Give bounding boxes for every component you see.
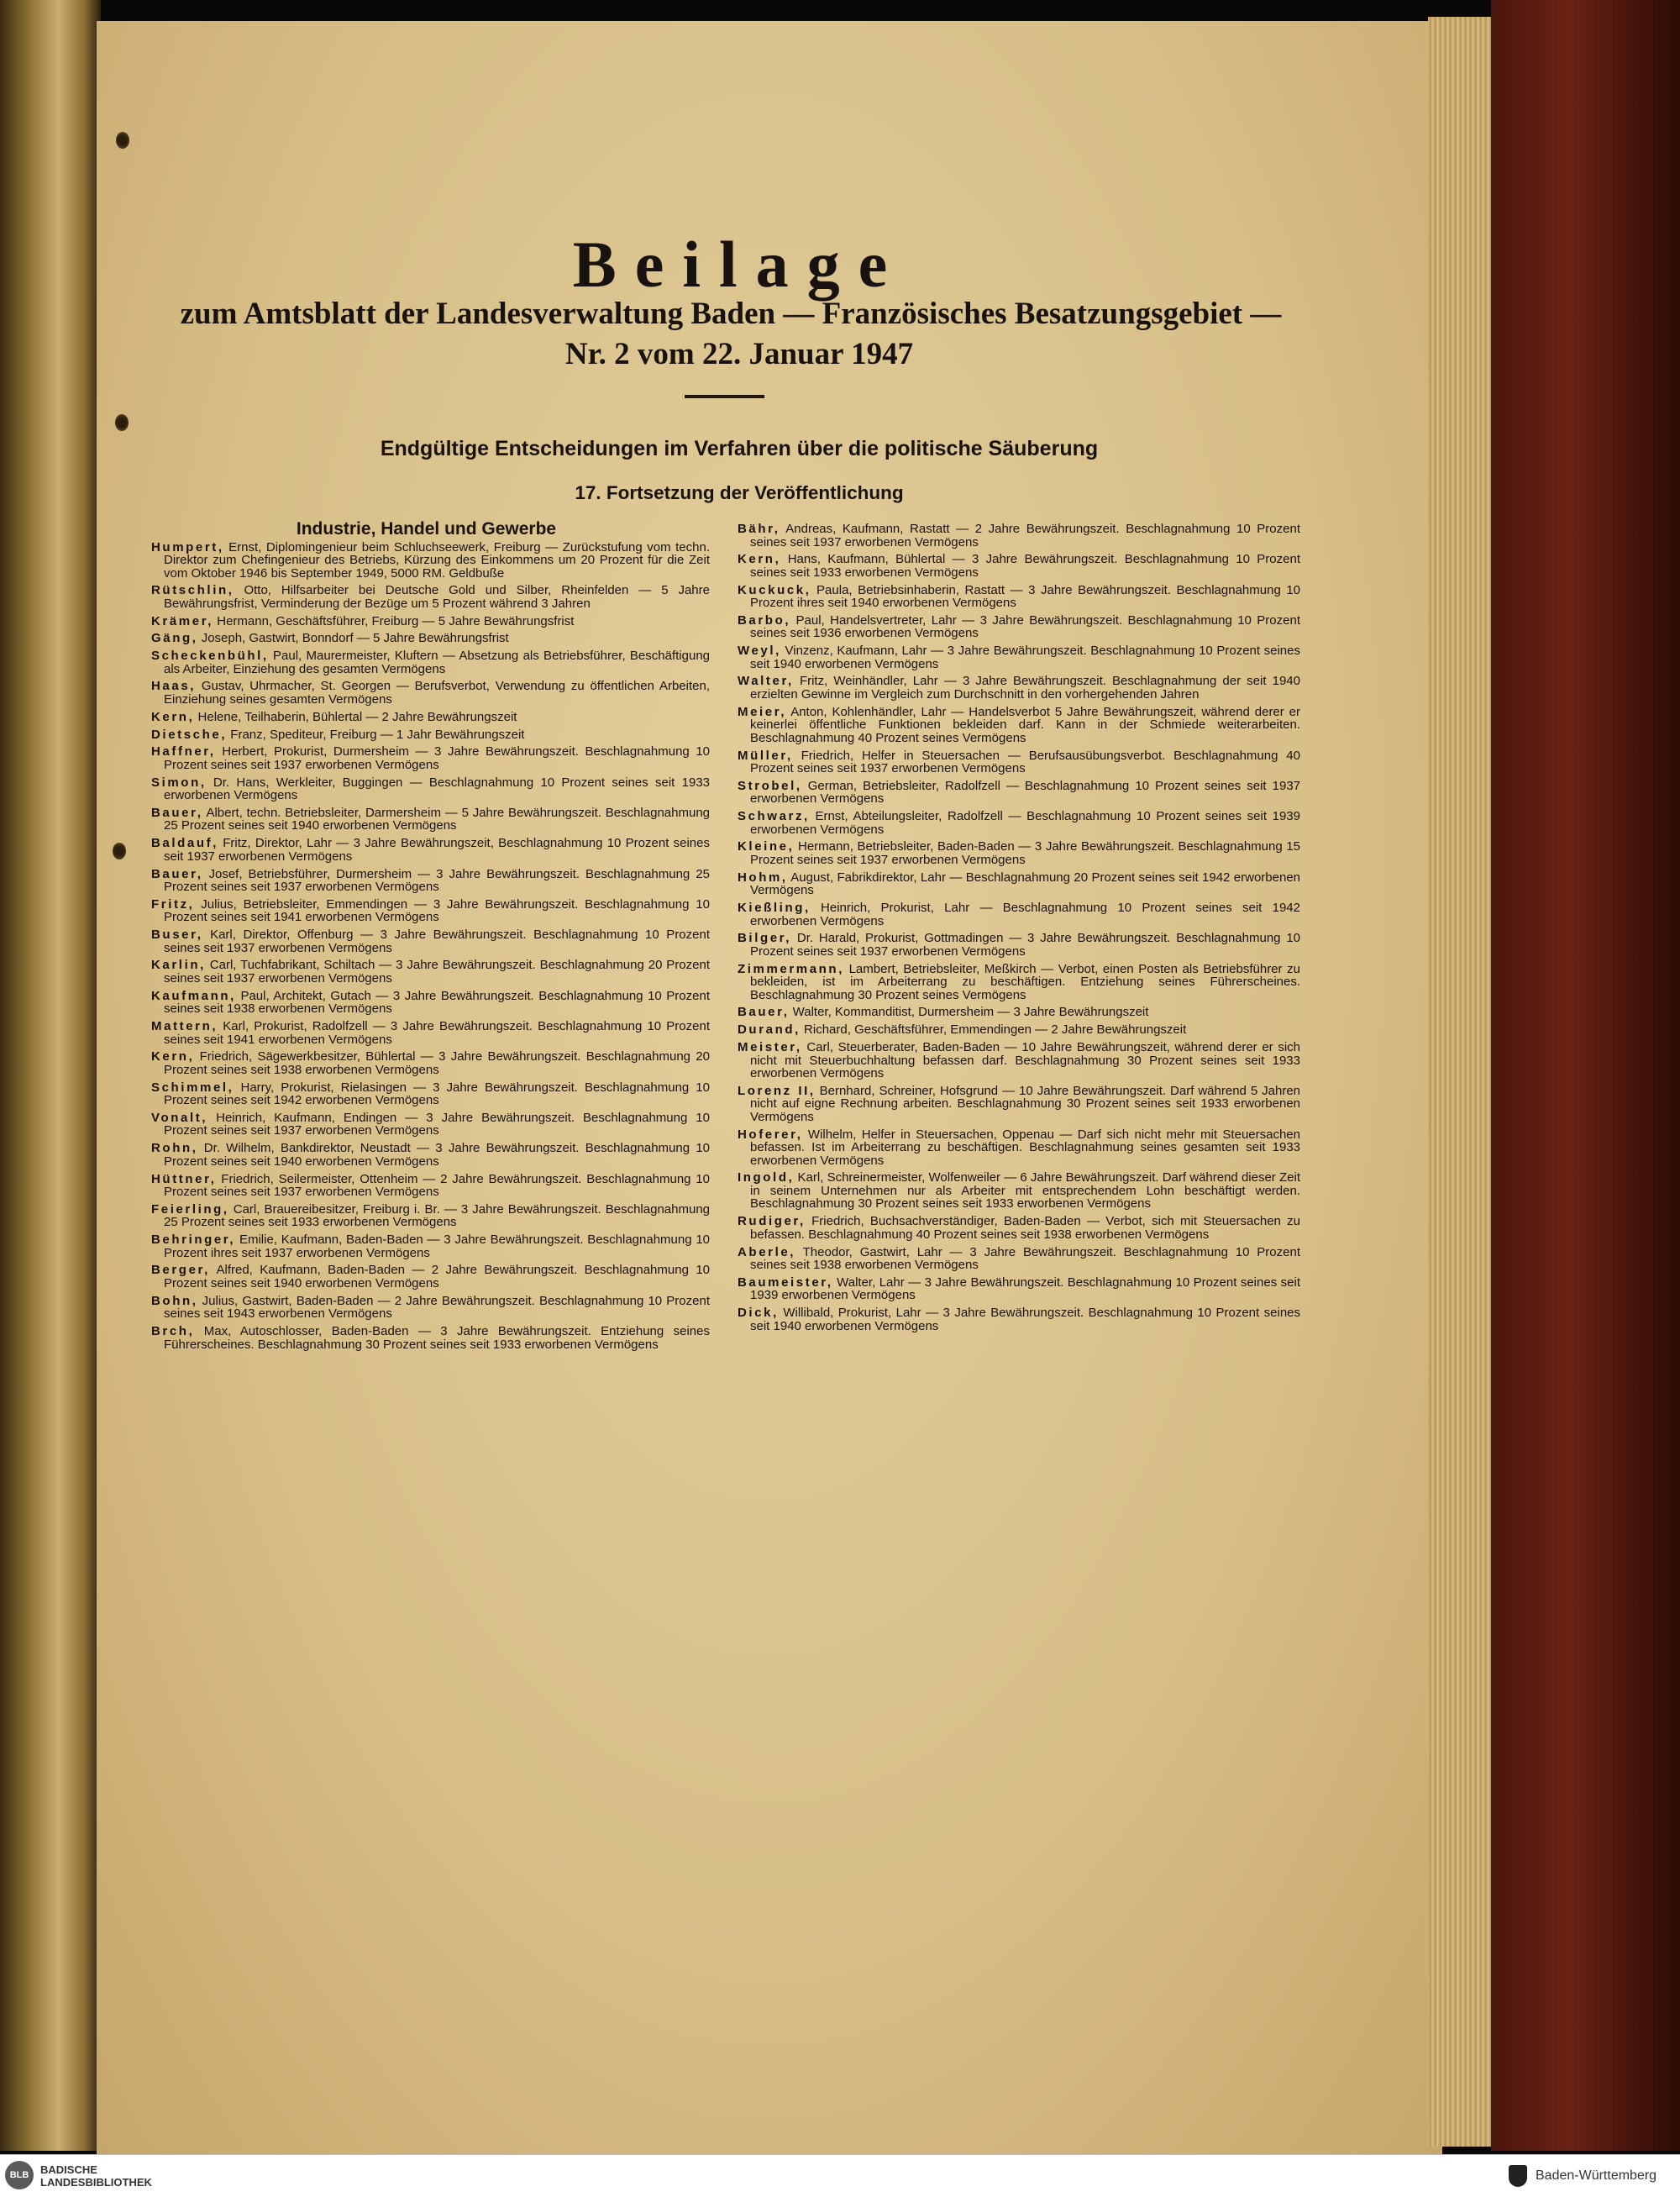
entry-text: Walter, Lahr — 3 Jahre Bewährungszeit. Beschlagnahmung 10 Prozent seines seit 1939 erworbenen Vermögens bbox=[750, 1275, 1300, 1303]
library-name-line: LANDESBIBLIOTHEK bbox=[40, 2176, 152, 2189]
register-entry bbox=[151, 837, 710, 863]
entry-text: Bernhard, Schreiner, Hofsgrund — 10 Jahre Bewährungszeit. Darf während 5 Jahren nicht auf eigne Rechnung arbeiten. Beschlagnahmung 30 Prozent seines seit 1933 erworbenen Vermögens bbox=[750, 1083, 1301, 1124]
entry-text: Carl, Steuerberater, Baden-Baden — 10 Jahre Bewährungszeit, während derer er sich nicht mit Steuerbuchhaltung befassen darf. Beschlagnahmung 30 Prozent seines seit 1933 erworbenen Vermögens bbox=[750, 1040, 1300, 1081]
entry-text: Lambert, Betriebsleiter, Meßkirch — Verbot, einen Posten als Betriebsführer zu bekleiden, ist im Arbeiterrang zu beschäftigen. Entziehung seines Führerscheines. Beschlagnahmung 30 Prozent seines Vermögens bbox=[750, 961, 1301, 1002]
register-entry bbox=[151, 898, 710, 924]
entry-text: Walter, Kommanditist, Durmersheim — 3 Jahre Bewährungszeit bbox=[792, 1005, 1149, 1020]
register-entry bbox=[738, 1041, 1300, 1080]
section-heading: Endgültige Entscheidungen im Verfahren über die politische Säuberung bbox=[380, 437, 1099, 460]
entry-name: Baumeister, bbox=[738, 1275, 833, 1290]
entry-text: Joseph, Gastwirt, Bonndorf — 5 Jahre Bewährungsfrist bbox=[201, 631, 509, 646]
page-fore-edge bbox=[1428, 17, 1491, 2147]
masthead-issue: Nr. 2 vom 22. Januar 1947 bbox=[564, 337, 914, 371]
library-name-line: BADISCHE bbox=[40, 2163, 97, 2176]
masthead-title: Beilage bbox=[572, 228, 906, 301]
book-binding bbox=[0, 0, 101, 2151]
entry-text: Otto, Hilfsarbeiter bei Deutsche Gold und Silber, Rheinfelden — 5 Jahre Bewährungsfrist, Verminderung der Bezüge um 5 Prozent während 3 Jahren bbox=[164, 583, 710, 611]
entry-text: Hans, Kaufmann, Bühlertal — 3 Jahre Bewährungszeit. Beschlagnahmung 10 Prozent seines seit 1933 erworbenen Vermögens bbox=[750, 552, 1300, 580]
entry-name: Hohm, bbox=[738, 870, 788, 885]
entry-name: Lorenz II, bbox=[738, 1083, 816, 1098]
right-column bbox=[738, 523, 1300, 1337]
entry-text: Friedrich, Helfer in Steuersachen — Berufsausübungsverbot. Beschlagnahmung 40 Prozent seines seit 1937 erworbenen Vermögens bbox=[750, 748, 1300, 776]
entry-name: Zimmermann, bbox=[738, 961, 844, 976]
register-entry bbox=[151, 632, 710, 645]
punch-hole bbox=[113, 843, 126, 859]
register-entry bbox=[738, 932, 1300, 958]
entry-name: Meister, bbox=[738, 1040, 802, 1055]
entry-name: Müller, bbox=[738, 748, 793, 763]
entry-text: Harry, Prokurist, Rielasingen — 3 Jahre Bewährungszeit. Beschlagnahmung 10 Prozent seines seit 1942 erworbenen Vermögens bbox=[164, 1080, 710, 1108]
entry-name: Humpert, bbox=[151, 539, 224, 555]
register-entry bbox=[151, 1295, 710, 1321]
register-entry bbox=[151, 584, 710, 610]
entry-name: Strobel, bbox=[738, 778, 802, 793]
entry-name: Kuckuck, bbox=[738, 582, 811, 597]
entry-name: Haffner, bbox=[151, 744, 216, 759]
register-entry bbox=[151, 1203, 710, 1229]
entry-name: Karlin, bbox=[151, 958, 206, 973]
entry-text: Karl, Prokurist, Radolfzell — 3 Jahre Bewährungszeit. Beschlagnahmung 10 Prozent seines seit 1941 erworbenen Vermögens bbox=[164, 1019, 710, 1047]
state-crest-icon bbox=[1509, 2165, 1527, 2187]
entry-name: Barbo, bbox=[738, 612, 791, 628]
register-entry bbox=[151, 1233, 710, 1259]
entry-text: Dr. Harald, Prokurist, Gottmadingen — 3 Jahre Bewährungszeit. Beschlagnahmung 10 Prozent seines seit 1937 erworbenen Vermögens bbox=[750, 931, 1301, 959]
register-entry bbox=[738, 1085, 1300, 1124]
register-entry bbox=[738, 553, 1300, 579]
entry-text: Friedrich, Seilermeister, Ottenheim — 2 Jahre Bewährungszeit. Beschlagnahmung 10 Prozent seines seit 1937 erworbenen Vermögens bbox=[164, 1171, 710, 1200]
title-rule bbox=[685, 395, 764, 398]
entry-text: Paula, Betriebsinhaberin, Rastatt — 3 Jahre Bewährungszeit. Beschlagnahmung 10 Prozent ihres seit 1940 erworbenen Vermögens bbox=[750, 582, 1301, 611]
entry-name: Hüttner, bbox=[151, 1171, 217, 1186]
register-entry bbox=[151, 745, 710, 771]
entry-name: Rohn, bbox=[151, 1141, 198, 1156]
entry-text: Max, Autoschlosser, Baden-Baden — 3 Jahre Bewährungszeit. Entziehung seines Führerscheines. Beschlagnahmung 30 Prozent seines seit 1933 erworbenen Vermögens bbox=[164, 1324, 710, 1352]
punch-hole bbox=[115, 414, 129, 431]
entry-name: Kaufmann, bbox=[151, 988, 236, 1003]
register-entry bbox=[738, 675, 1300, 701]
entry-name: Dick, bbox=[738, 1306, 779, 1321]
entry-name: Aberle, bbox=[738, 1244, 796, 1259]
entry-name: Ingold, bbox=[738, 1170, 795, 1185]
entry-name: Dietsche, bbox=[151, 727, 228, 742]
register-entry bbox=[151, 807, 710, 833]
entry-name: Berger, bbox=[151, 1263, 210, 1278]
entry-name: Kern, bbox=[151, 1049, 195, 1064]
entry-text: Heinrich, Kaufmann, Endingen — 3 Jahre Bewährungszeit. Beschlagnahmung 10 Prozent seines seit 1937 erworbenen Vermögens bbox=[164, 1110, 710, 1138]
register-entry bbox=[151, 649, 710, 675]
register-entry bbox=[738, 1023, 1300, 1037]
entry-text: Dr. Wilhelm, Bankdirektor, Neustadt — 3 Jahre Bewährungszeit. Beschlagnahmung 10 Prozent seines seit 1940 erworbenen Vermögens bbox=[164, 1141, 710, 1169]
entry-text: German, Betriebsleiter, Radolfzell — Beschlagnahmung 10 Prozent seines seit 1937 erworbenen Vermögens bbox=[750, 778, 1301, 807]
viewer-footer bbox=[0, 2154, 1680, 2197]
punch-hole bbox=[116, 132, 129, 149]
entry-name: Krämer, bbox=[151, 613, 214, 628]
register-entry bbox=[738, 1215, 1300, 1241]
entry-text: Carl, Tuchfabrikant, Schiltach — 3 Jahre Bewährungszeit. Beschlagnahmung 20 Prozent seines seit 1937 erworbenen Vermögens bbox=[164, 958, 711, 985]
register-entry bbox=[738, 1128, 1300, 1168]
register-entry bbox=[738, 871, 1300, 897]
blb-logo-icon[interactable]: BLB bbox=[5, 2161, 34, 2189]
register-entry bbox=[151, 711, 710, 724]
entry-text: Friedrich, Sägewerkbesitzer, Bühlertal — 3 Jahre Bewährungszeit. Beschlagnahmung 20 Prozent seines seit 1938 erworbenen Vermögens bbox=[164, 1049, 710, 1077]
continuation-note: 17. Fortsetzung der Veröffentlichung bbox=[575, 482, 904, 503]
register-entry bbox=[738, 1306, 1300, 1332]
register-entry bbox=[151, 959, 710, 985]
state-label[interactable]: Baden-Württemberg bbox=[1536, 2168, 1657, 2183]
entry-name: Scheckenbühl, bbox=[151, 649, 269, 664]
entry-text: Franz, Spediteur, Freiburg — 1 Jahr Bewährungszeit bbox=[230, 727, 525, 742]
entry-name: Schwarz, bbox=[738, 809, 810, 824]
entry-name: Baldauf, bbox=[151, 836, 218, 851]
register-entry bbox=[151, 1112, 710, 1138]
register-entry bbox=[738, 644, 1300, 670]
entry-name: Durand, bbox=[738, 1022, 801, 1038]
entry-text: Carl, Brauereibesitzer, Freiburg i. Br. — 3 Jahre Bewährungszeit. Beschlagnahmung 25 Prozent seines seit 1933 erworbenen Vermögens bbox=[164, 1201, 710, 1230]
entry-name: Bähr, bbox=[738, 522, 780, 536]
entry-text: Herbert, Prokurist, Durmersheim — 3 Jahre Bewährungszeit. Beschlagnahmung 10 Prozent seines seit 1937 erworbenen Vermögens bbox=[164, 744, 711, 772]
entry-name: Fritz, bbox=[151, 896, 195, 912]
entry-text: Josef, Betriebsführer, Durmersheim — 3 Jahre Bewährungszeit. Beschlagnahmung 25 Prozent seines seit 1937 erworbenen Vermögens bbox=[164, 866, 710, 895]
entry-text: Theodor, Gastwirt, Lahr — 3 Jahre Bewährungszeit. Beschlagnahmung 10 Prozent seines seit 1938 erworbenen Vermögens bbox=[750, 1244, 1300, 1273]
entry-text: Ernst, Diplomingenieur beim Schluchseewerk, Freiburg — Zurückstufung vom techn. Direktor zum Chefingenieur des Betriebs, Kürzung des Einkommens um 20 Prozent für die Zeit vom Oktober 1946 bis September 1949, 5000 RM. Geldbuße bbox=[164, 539, 710, 581]
entry-name: Feierling, bbox=[151, 1201, 229, 1217]
entry-text: Hermann, Geschäftsführer, Freiburg — 5 Jahre Bewährungsfrist bbox=[217, 613, 575, 628]
entry-text: Willibald, Prokurist, Lahr — 3 Jahre Bewährungszeit. Beschlagnahmung 10 Prozent seines seit 1940 erworbenen Vermögens bbox=[750, 1306, 1301, 1333]
register-entry bbox=[738, 840, 1300, 866]
entry-name: Bauer, bbox=[738, 1005, 790, 1020]
entry-text: August, Fabrikdirektor, Lahr — Beschlagnahmung 20 Prozent seines seit 1942 erworbenen Vermögens bbox=[750, 870, 1300, 898]
entry-text: Hermann, Betriebsleiter, Baden-Baden — 3 Jahre Bewährungszeit. Beschlagnahmung 15 Prozent seines seit 1937 erworbenen Vermögens bbox=[750, 839, 1300, 867]
register-entry bbox=[151, 1142, 710, 1168]
entry-text: Karl, Direktor, Offenburg — 3 Jahre Bewährungszeit. Beschlagnahmung 10 Prozent seines seit 1937 erworbenen Vermögens bbox=[164, 928, 711, 955]
entry-name: Bauer, bbox=[151, 805, 203, 820]
entry-text: Wilhelm, Helfer in Steuersachen, Oppenau — Darf sich nicht mehr mit Steuersachen befassen. Ist im Arbeiterrang zu beschäftigen. Beschlagnahmung seines gesamten seit 1933 erworbenen Vermögens bbox=[750, 1127, 1300, 1168]
entry-text: Albert, techn. Betriebsleiter, Darmersheim — 5 Jahre Bewährungszeit. Beschlagnahmung 25 Prozent seines seit 1940 erworbenen Vermögens bbox=[164, 805, 710, 833]
entry-text: Julius, Betriebsleiter, Emmendingen — 3 Jahre Bewährungszeit. Beschlagnahmung 10 Prozent seines seit 1941 erworbenen Vermögens bbox=[164, 896, 710, 925]
register-entry bbox=[738, 1276, 1300, 1302]
entry-name: Brch, bbox=[151, 1324, 195, 1339]
entry-text: Heinrich, Prokurist, Lahr — Beschlagnahmung 10 Prozent seines seit 1942 erworbenen Vermögens bbox=[750, 901, 1300, 928]
entry-text: Fritz, Direktor, Lahr — 3 Jahre Bewährungszeit, Beschlagnahmung 10 Prozent seines seit 1937 erworbenen Vermögens bbox=[164, 836, 710, 864]
register-entry bbox=[738, 706, 1300, 745]
entry-name: Bauer, bbox=[151, 866, 203, 881]
library-name[interactable] bbox=[40, 2163, 152, 2189]
entry-text: Helene, Teilhaberin, Bühlertal — 2 Jahre Bewährungszeit bbox=[197, 709, 517, 724]
entry-text: Paul, Handelsvertreter, Lahr — 3 Jahre Bewährungszeit. Beschlagnahmung 10 Prozent seines seit 1936 erworbenen Vermögens bbox=[750, 612, 1300, 641]
entry-name: Kern, bbox=[738, 552, 781, 567]
entry-name: Simon, bbox=[151, 775, 207, 790]
register-entry bbox=[738, 614, 1300, 640]
entry-text: Julius, Gastwirt, Baden-Baden — 2 Jahre Bewährungszeit. Beschlagnahmung 10 Prozent seines seit 1943 erworbenen Vermögens bbox=[164, 1293, 710, 1322]
entry-text: Andreas, Kaufmann, Rastatt — 2 Jahre Bewährungszeit. Beschlagnahmung 10 Prozent seines seit 1937 erworbenen Vermögens bbox=[750, 522, 1300, 549]
entry-text: Karl, Schreinermeister, Wolfenweiler — 6 Jahre Bewährungszeit. Darf während dieser Zeit in seinem Unternehmen nur als Arbeiter mit entsprechendem Lohn beschäftigt werden. Beschlagnahmung 30 Prozent seines seit 1933 erworbenen Vermögens bbox=[750, 1170, 1300, 1212]
register-entry bbox=[738, 1006, 1300, 1019]
entry-name: Buser, bbox=[151, 928, 203, 943]
register-entry bbox=[738, 749, 1300, 775]
entry-text: Friedrich, Buchsachverständiger, Baden-Baden — Verbot, sich mit Steuersachen zu befassen. Beschlagnahmung 40 Prozent seines seit 1938 erworbenen Vermögens bbox=[750, 1214, 1301, 1242]
register-entry bbox=[151, 728, 710, 742]
register-entry bbox=[738, 523, 1300, 549]
entry-text: Dr. Hans, Werkleiter, Buggingen — Beschlagnahmung 10 Prozent seines seit 1933 erworbenen Vermögens bbox=[164, 775, 710, 803]
register-entry bbox=[151, 776, 710, 802]
entry-name: Hoferer, bbox=[738, 1127, 803, 1142]
register-entry bbox=[151, 1264, 710, 1290]
register-entry bbox=[738, 1246, 1300, 1272]
register-entry bbox=[151, 1325, 710, 1351]
register-entry bbox=[151, 990, 710, 1016]
entry-text: Anton, Kohlenhändler, Lahr — Handelsverbot 5 Jahre Bewährungszeit, während derer er keinerlei öffentliche Funktionen bekleiden darf. Kann in der Schmiede weiterarbeiten. Beschlagnahmung 40 Prozent seines Vermögens bbox=[750, 704, 1301, 745]
register-entry bbox=[151, 541, 710, 581]
entry-name: Gäng, bbox=[151, 631, 198, 646]
register-entry bbox=[738, 584, 1300, 610]
entry-name: Rudiger, bbox=[738, 1214, 806, 1229]
register-entry bbox=[151, 928, 710, 954]
entry-text: Fritz, Weinhändler, Lahr — 3 Jahre Bewährungszeit. Beschlagnahmung der seit 1940 erzielten Gewinne im Vergleich zum Durchschnitt in den vorhergehenden Jahren bbox=[750, 674, 1300, 702]
register-entry bbox=[151, 1173, 710, 1199]
register-entry bbox=[151, 1050, 710, 1076]
entry-name: Haas, bbox=[151, 679, 197, 694]
category-heading: Industrie, Handel und Gewerbe bbox=[296, 519, 557, 539]
book-cover-edge bbox=[1491, 0, 1680, 2151]
masthead-subtitle: zum Amtsblatt der Landesverwaltung Baden — Französisches Besatzungsgebiet — bbox=[180, 297, 1282, 331]
entry-text: Paul, Architekt, Gutach — 3 Jahre Bewährungszeit. Beschlagnahmung 10 Prozent seines seit 1938 erworbenen Vermögens bbox=[164, 988, 710, 1017]
entry-name: Mattern, bbox=[151, 1019, 218, 1034]
entry-text: Alfred, Kaufmann, Baden-Baden — 2 Jahre Bewährungszeit. Beschlagnahmung 10 Prozent seines seit 1940 erworbenen Vermögens bbox=[164, 1263, 710, 1290]
register-entry bbox=[738, 901, 1300, 928]
register-entry bbox=[151, 868, 710, 894]
entry-text: Vinzenz, Kaufmann, Lahr — 3 Jahre Bewährungszeit. Beschlagnahmung 10 Prozent seines seit 1940 erworbenen Vermögens bbox=[750, 644, 1300, 671]
entry-name: Behringer, bbox=[151, 1233, 236, 1248]
entry-name: Kießling, bbox=[738, 901, 811, 916]
register-entry bbox=[151, 680, 710, 706]
entry-name: Kern, bbox=[151, 709, 195, 724]
register-entry bbox=[738, 1171, 1300, 1211]
entry-text: Gustav, Uhrmacher, St. Georgen — Berufsverbot, Verwendung zu öffentlichen Arbeiten, Einziehung seines gesamten Vermögens bbox=[164, 679, 711, 707]
entry-name: Walter, bbox=[738, 674, 794, 689]
entry-name: Schimmel, bbox=[151, 1080, 234, 1095]
entry-name: Rütschlin, bbox=[151, 583, 234, 598]
entry-name: Kleine, bbox=[738, 839, 795, 854]
register-entry bbox=[738, 810, 1300, 836]
entry-name: Bohn, bbox=[151, 1293, 198, 1308]
register-entry bbox=[151, 1020, 710, 1046]
register-entry bbox=[738, 780, 1300, 806]
entry-name: Weyl, bbox=[738, 644, 781, 659]
register-entry bbox=[738, 963, 1300, 1002]
register-entry bbox=[151, 615, 710, 628]
entry-text: Richard, Geschäftsführer, Emmendingen — 2 Jahre Bewährungszeit bbox=[804, 1022, 1187, 1038]
left-column bbox=[151, 519, 711, 1355]
entry-name: Meier, bbox=[738, 704, 787, 719]
entry-name: Vonalt, bbox=[151, 1110, 208, 1125]
entry-name: Bilger, bbox=[738, 931, 792, 946]
entry-text: Emilie, Kaufmann, Baden-Baden — 3 Jahre Bewährungszeit. Beschlagnahmung 10 Prozent ihres seit 1937 erworbenen Vermögens bbox=[164, 1233, 710, 1260]
entry-text: Ernst, Abteilungsleiter, Radolfzell — Beschlagnahmung 10 Prozent seines seit 1939 erworbenen Vermögens bbox=[750, 809, 1300, 837]
register-entry bbox=[151, 1081, 710, 1107]
entry-text: Paul, Maurermeister, Kluftern — Absetzung als Betriebsführer, Beschäftigung als Arbeiter, Einziehung des gesamten Vermögens bbox=[164, 649, 710, 676]
